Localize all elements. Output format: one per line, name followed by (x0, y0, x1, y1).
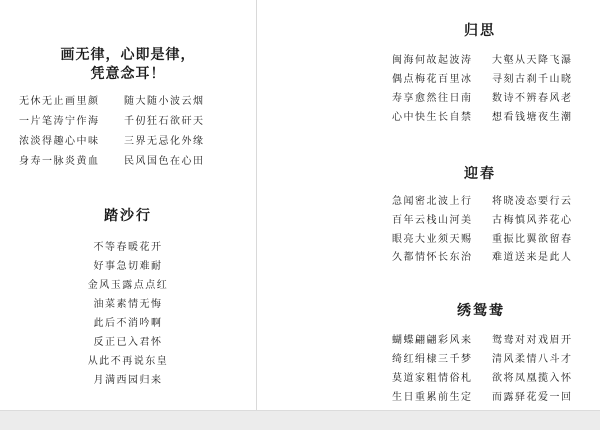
couplet-left: 绮红绢棣三千梦 (392, 354, 473, 365)
couplet-right: 而露驿花爱一回 (492, 392, 573, 403)
poem-line: 反正已入君怀 (93, 337, 163, 348)
couplet-left: 急闻密北波上行 (392, 196, 473, 207)
poem-line: 好事急切难耐 (93, 261, 163, 272)
couplet-left: 心中快生长自禁 (392, 112, 473, 123)
couplet-right: 清风柔情八斗才 (492, 354, 573, 365)
couplet-right: 数诗不辨春风老 (492, 93, 573, 104)
couplet-left: 百年云栈山河美 (392, 215, 473, 226)
couplet-right: 欲将凤凰揽入怀 (492, 373, 573, 384)
couplet-left: 寿享愈然往日南 (392, 93, 473, 104)
couplet-right: 大壑从天降飞瀑 (492, 55, 573, 66)
couplet-left: 久都情怀长东治 (392, 252, 473, 263)
poem-title: 踏沙行 (104, 208, 152, 224)
poem-title: 绣鸳鸯 (457, 303, 505, 319)
couplet-left: 莫道家粗情俗札 (392, 373, 473, 384)
couplet-left: 身寿一脉炎黄血 (19, 156, 100, 167)
couplet-left: 偶点梅花百里冰 (392, 74, 473, 85)
poem-line: 不等春暖花开 (93, 242, 163, 253)
couplet-right: 寻刻古刹千山晓 (492, 74, 573, 85)
couplet-right: 重振比翼欲留春 (492, 234, 573, 245)
couplet-left: 蝴蝶翩翩彩风来 (392, 335, 473, 346)
couplet-right: 三界无忌化外缘 (124, 136, 205, 147)
couplet-right: 民风国色在心田 (124, 156, 205, 167)
poem-line: 此后不消吟啊 (93, 318, 163, 329)
right-page (257, 0, 600, 410)
couplet-left: 闽海何故起波涛 (392, 55, 473, 66)
couplet-left: 眼亮大业须天赐 (392, 234, 473, 245)
couplet-right: 难道送来是此人 (492, 252, 573, 263)
poem-line: 月满西园归来 (93, 375, 163, 386)
poem-title: 迎春 (464, 166, 496, 182)
intro-line-1: 画无律，心即是律， (60, 47, 196, 63)
couplet-right: 想看钱塘夜生潮 (492, 112, 573, 123)
couplet-left: 无休无止画里颜 (19, 96, 100, 107)
couplet-right: 鸳鸯对对戏眉开 (492, 335, 573, 346)
couplet-right: 古梅慎风荞花心 (492, 215, 573, 226)
left-page (0, 0, 256, 410)
couplet-left: 浓淡得趣心中味 (19, 136, 100, 147)
poem-line: 油菜素情无悔 (93, 299, 163, 310)
poem-line: 金风玉露点点红 (87, 280, 169, 291)
couplet-left: 生日重累前生定 (392, 392, 473, 403)
couplet-right: 随大随小波云烟 (124, 96, 205, 107)
poem-title: 归思 (464, 23, 496, 39)
poem-line: 从此不再说东皇 (87, 356, 169, 367)
intro-line-2: 凭意念耳！ (90, 66, 166, 82)
couplet-right: 千仞狂石欲矸天 (124, 116, 205, 127)
couplet-left: 一片笔涛宁作海 (19, 116, 100, 127)
viewer-bottom-bar (0, 410, 600, 430)
couplet-right: 将晓凌态要行云 (492, 196, 573, 207)
